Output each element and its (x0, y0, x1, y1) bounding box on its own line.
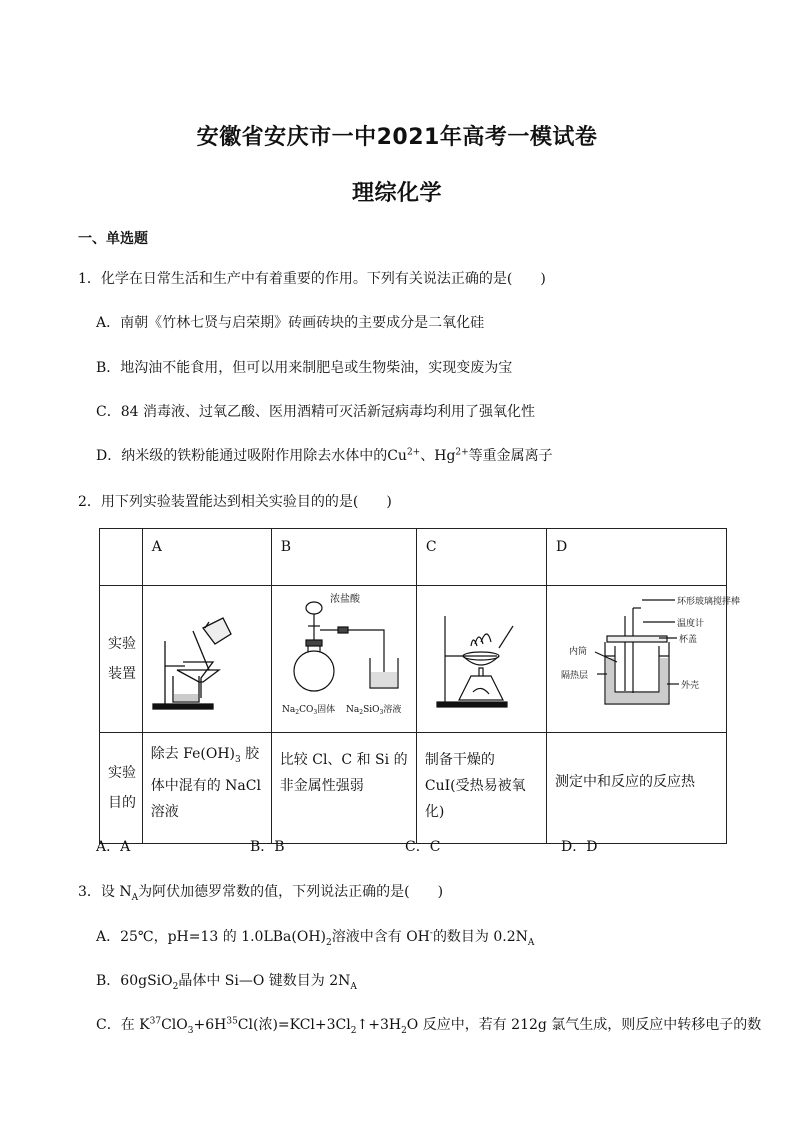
q3-option-a: A．25℃，pH=13 的 $1.0LBa(OH)_2$溶液中含有 OH-的数目为 $0.2N_A$ (96, 928, 535, 948)
purpose-a: 除去 $Fe(OH)_3$ 胶体中混有的 NaCl 溶液 (150, 746, 261, 820)
label-insulation: 隔热层 (561, 671, 589, 681)
table-row-apparatus (100, 586, 727, 733)
label-conc-hcl: 浓盐酸 (329, 594, 360, 605)
label-na2co3: $Na_2CO_3$固体 (281, 705, 335, 716)
header-d: D (547, 529, 727, 586)
q2-answer-d: D．D (561, 839, 598, 855)
purpose-a-cell (142, 733, 271, 844)
apparatus-b (271, 586, 416, 733)
q1-option-d: D．纳米级的铁粉能通过吸附作用除去水体中的$Cu^{2+}$、$Hg^{2+}$等重金属离子 (96, 447, 553, 464)
q1-option-b: B．地沟油不能食用，但可以用来制肥皂或生物柴油，实现变废为宝 (96, 360, 513, 376)
q2-answer-a: A．A (96, 839, 131, 855)
table-row-purpose (100, 733, 727, 844)
q3-option-b: B．60gSiO$_2$晶体中 Si—O 键数目为 $2N_A$ (96, 973, 357, 992)
q3-stem: 3．设 $N_A$为阿伏加德罗常数的值，下列说法正确的是( ) (78, 884, 444, 903)
label-na2sio3: $Na_2SiO_3$溶液 (345, 705, 402, 716)
purpose-b-cell (271, 733, 416, 844)
q2-answer-b: B．B (250, 839, 285, 855)
q3-option-c: C．在 $K^{37}ClO_3+6H^{35}Cl$(浓)$=KCl+3Cl_2↑+3H_2O$ 反应中，若有 212g 氯气生成，则反应中转移电子的数 (96, 1016, 762, 1036)
table-header-row (100, 529, 727, 586)
label-inner-cup: 内筒 (569, 647, 588, 657)
acid-reaction-apparatus-icon (272, 586, 409, 728)
calorimeter-apparatus-icon (547, 586, 741, 728)
purpose-d-cell (547, 733, 727, 844)
row-label-apparatus: 实验装置 (100, 586, 143, 733)
q1-option-a: A．南朝《竹林七贤与启荣期》砖画砖块的主要成分是二氧化硅 (96, 315, 485, 331)
table-corner-cell (100, 529, 143, 586)
q2-stem: 2．用下列实验装置能达到相关实验目的的是( ) (78, 494, 392, 510)
evaporation-apparatus-icon (417, 586, 539, 728)
apparatus-a (142, 586, 271, 733)
q1-option-c: C．84 消毒液、过氧乙酸、医用酒精可灭活新冠病毒均利用了强氧化性 (96, 404, 535, 420)
page-subtitle: 理综化学 (351, 181, 442, 206)
purpose-c: 制备干燥的 CuI(受热易被氧化) (424, 752, 526, 820)
apparatus-d (547, 586, 741, 733)
header-c: C (416, 529, 546, 586)
q1-stem: 1．化学在日常生活和生产中有着重要的作用。下列有关说法正确的是( ) (78, 271, 546, 287)
page-title: 安徽省安庆市一中2021年高考一模试卷 (196, 125, 598, 150)
purpose-d: 测定中和反应的反应热 (555, 774, 695, 790)
row-label-purpose: 实验目的 (100, 733, 143, 844)
header-a: A (142, 529, 271, 586)
label-cup-lid: 杯盖 (679, 635, 698, 645)
label-stirrer: 环形玻璃搅拌棒 (677, 597, 741, 607)
section-heading: 一、单选题 (78, 231, 148, 247)
label-thermometer: 温度计 (677, 619, 705, 629)
purpose-b: 比较 Cl、C 和 Si 的非金属性强弱 (279, 752, 408, 794)
filtration-apparatus-icon (143, 586, 264, 728)
apparatus-c (416, 586, 546, 733)
label-outer-shell: 外壳 (681, 681, 700, 691)
header-b: B (271, 529, 416, 586)
purpose-c-cell (416, 733, 546, 844)
q2-answer-c: C．C (405, 839, 441, 855)
q2-apparatus-table (99, 528, 741, 844)
